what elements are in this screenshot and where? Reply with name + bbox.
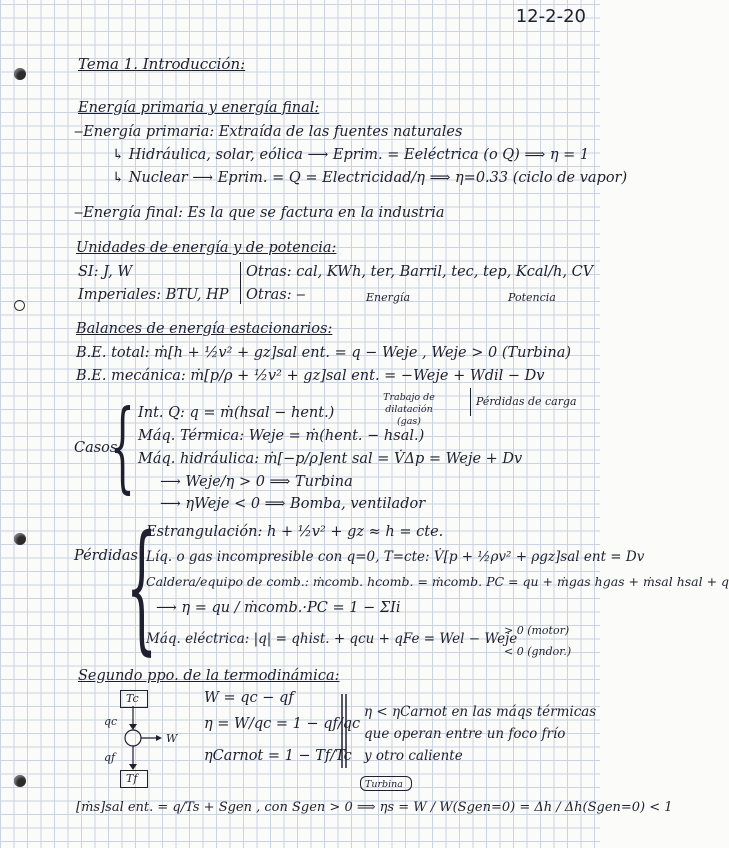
brace: {	[110, 390, 135, 504]
unidades-imp-otras: Otras: ‒	[246, 287, 306, 303]
qf-label: qf	[104, 751, 116, 764]
carnot-texto-3: y otro caliente	[364, 748, 463, 764]
energia-primaria-2: ↳ Nuclear ⟶ Eprim. = Q = Electricidad/η ⟹ η=0.33 (ciclo de vapor)	[112, 170, 628, 186]
caso-2: Máq. Térmica: Weje = ṁ(hent. − hsal.)	[138, 428, 425, 444]
qc-label: qc	[104, 715, 118, 728]
perdida-2: Líq. o gas incompresible con q=0, T=cte: V̇[p + ½ρv² + ρgz]sal ent = Dv	[146, 549, 645, 565]
casos-label: Casos	[74, 440, 118, 456]
perdidas-label: Pérdidas	[74, 548, 138, 564]
perdida-3: Caldera/equipo de comb.: ṁcomb. hcomb. = ṁcomb. PC = qu + ṁgas hgas + ṁsal hsal + q	[146, 574, 729, 589]
heading-unidades: Unidades de energía y de potencia:	[76, 240, 337, 256]
caso-1: Int. Q: q = ṁ(hsal − hent.)	[138, 405, 335, 421]
perdida-1: Estrangulación: h + ½v² + gz ≈ h = cte.	[146, 524, 444, 540]
label-potencia: Potencia	[508, 291, 556, 304]
balance-entropia: [ṁs]sal ent. = q/Ts + Sgen , con Sgen > 0 ⟹ ηs = W / W(Sgen=0) = Δh / Δh(Sgen=0) < 1	[76, 800, 673, 815]
carnot-texto-1: η < ηCarnot en las máqs térmicas	[364, 704, 597, 720]
motor: > 0 (motor)	[504, 624, 570, 637]
energia-final: ‒Energía final: Es la que se factura en la industria	[74, 205, 445, 221]
perdidas-carga: Pérdidas de carga	[476, 395, 577, 408]
turbina-tag: Turbina	[365, 779, 403, 790]
caso-4: ⟶ Weje/η > 0 ⟹ Turbina	[160, 474, 353, 490]
page-title: Tema 1. Introducción:	[78, 55, 246, 73]
be-total: B.E. total: ṁ[h + ½v² + gz]sal ent. = q − Weje , Weje > 0 (Turbina)	[76, 345, 571, 361]
w-label: W	[166, 732, 178, 745]
caso-3: Máq. hidráulica: ṁ[−p/ρ]ent sal = V̇Δp = Weje + Dv	[138, 451, 523, 467]
label-energia: Energía	[366, 291, 410, 304]
date: 12-2-20	[515, 6, 586, 27]
heading-energia: Energía primaria y energía final:	[78, 100, 320, 116]
tc-label: Tc	[126, 692, 139, 705]
ecuacion-rendimiento: η = W/qc = 1 − qf/qc	[204, 716, 361, 732]
be-mecanica: B.E. mecánica: ṁ[p/ρ + ½v² + gz]sal ent. = −Weje + Wdil − Dv	[76, 368, 545, 384]
caso-5: ⟶ ηWeje < 0 ⟹ Bomba, ventilador	[160, 496, 426, 512]
unidades-si-otras: Otras: cal, KWh, ter, Barril, tec, tep, Kcal/h, CV	[246, 264, 594, 280]
perdida-4: ⟶ η = qu / ṁcomb.·PC = 1 − ΣIi	[156, 600, 401, 616]
energia-primaria-1: ↳ Hidráulica, solar, eólica ⟶ Eprim. = Eeléctrica (o Q) ⟹ η = 1	[112, 147, 590, 163]
energia-primaria: ‒Energía primaria: Extraída de las fuentes naturales	[74, 124, 463, 140]
trabajo-dilatacion: Trabajo de dilatación (gas)	[383, 392, 435, 427]
ecuacion-carnot: ηCarnot = 1 − Tf/Tc	[204, 748, 352, 764]
perdida-5: Máq. eléctrica: |q| = qhist. + qcu + qFe = Wel − Weje	[146, 631, 518, 647]
carnot-texto-2: que operan entre un foco frío	[364, 726, 566, 742]
unidades-si: SI: J, W	[78, 264, 133, 280]
ecuacion-trabajo: W = qc − qf	[204, 690, 294, 706]
tf-label: Tf	[126, 772, 138, 785]
generador: < 0 (gndor.)	[504, 645, 572, 658]
brace: {	[126, 506, 158, 669]
heading-balances: Balances de energía estacionarios:	[76, 321, 333, 337]
heading-segundo: Segundo ppo. de la termodinámica:	[78, 668, 340, 684]
unidades-imperiales: Imperiales: BTU, HP	[78, 287, 229, 303]
